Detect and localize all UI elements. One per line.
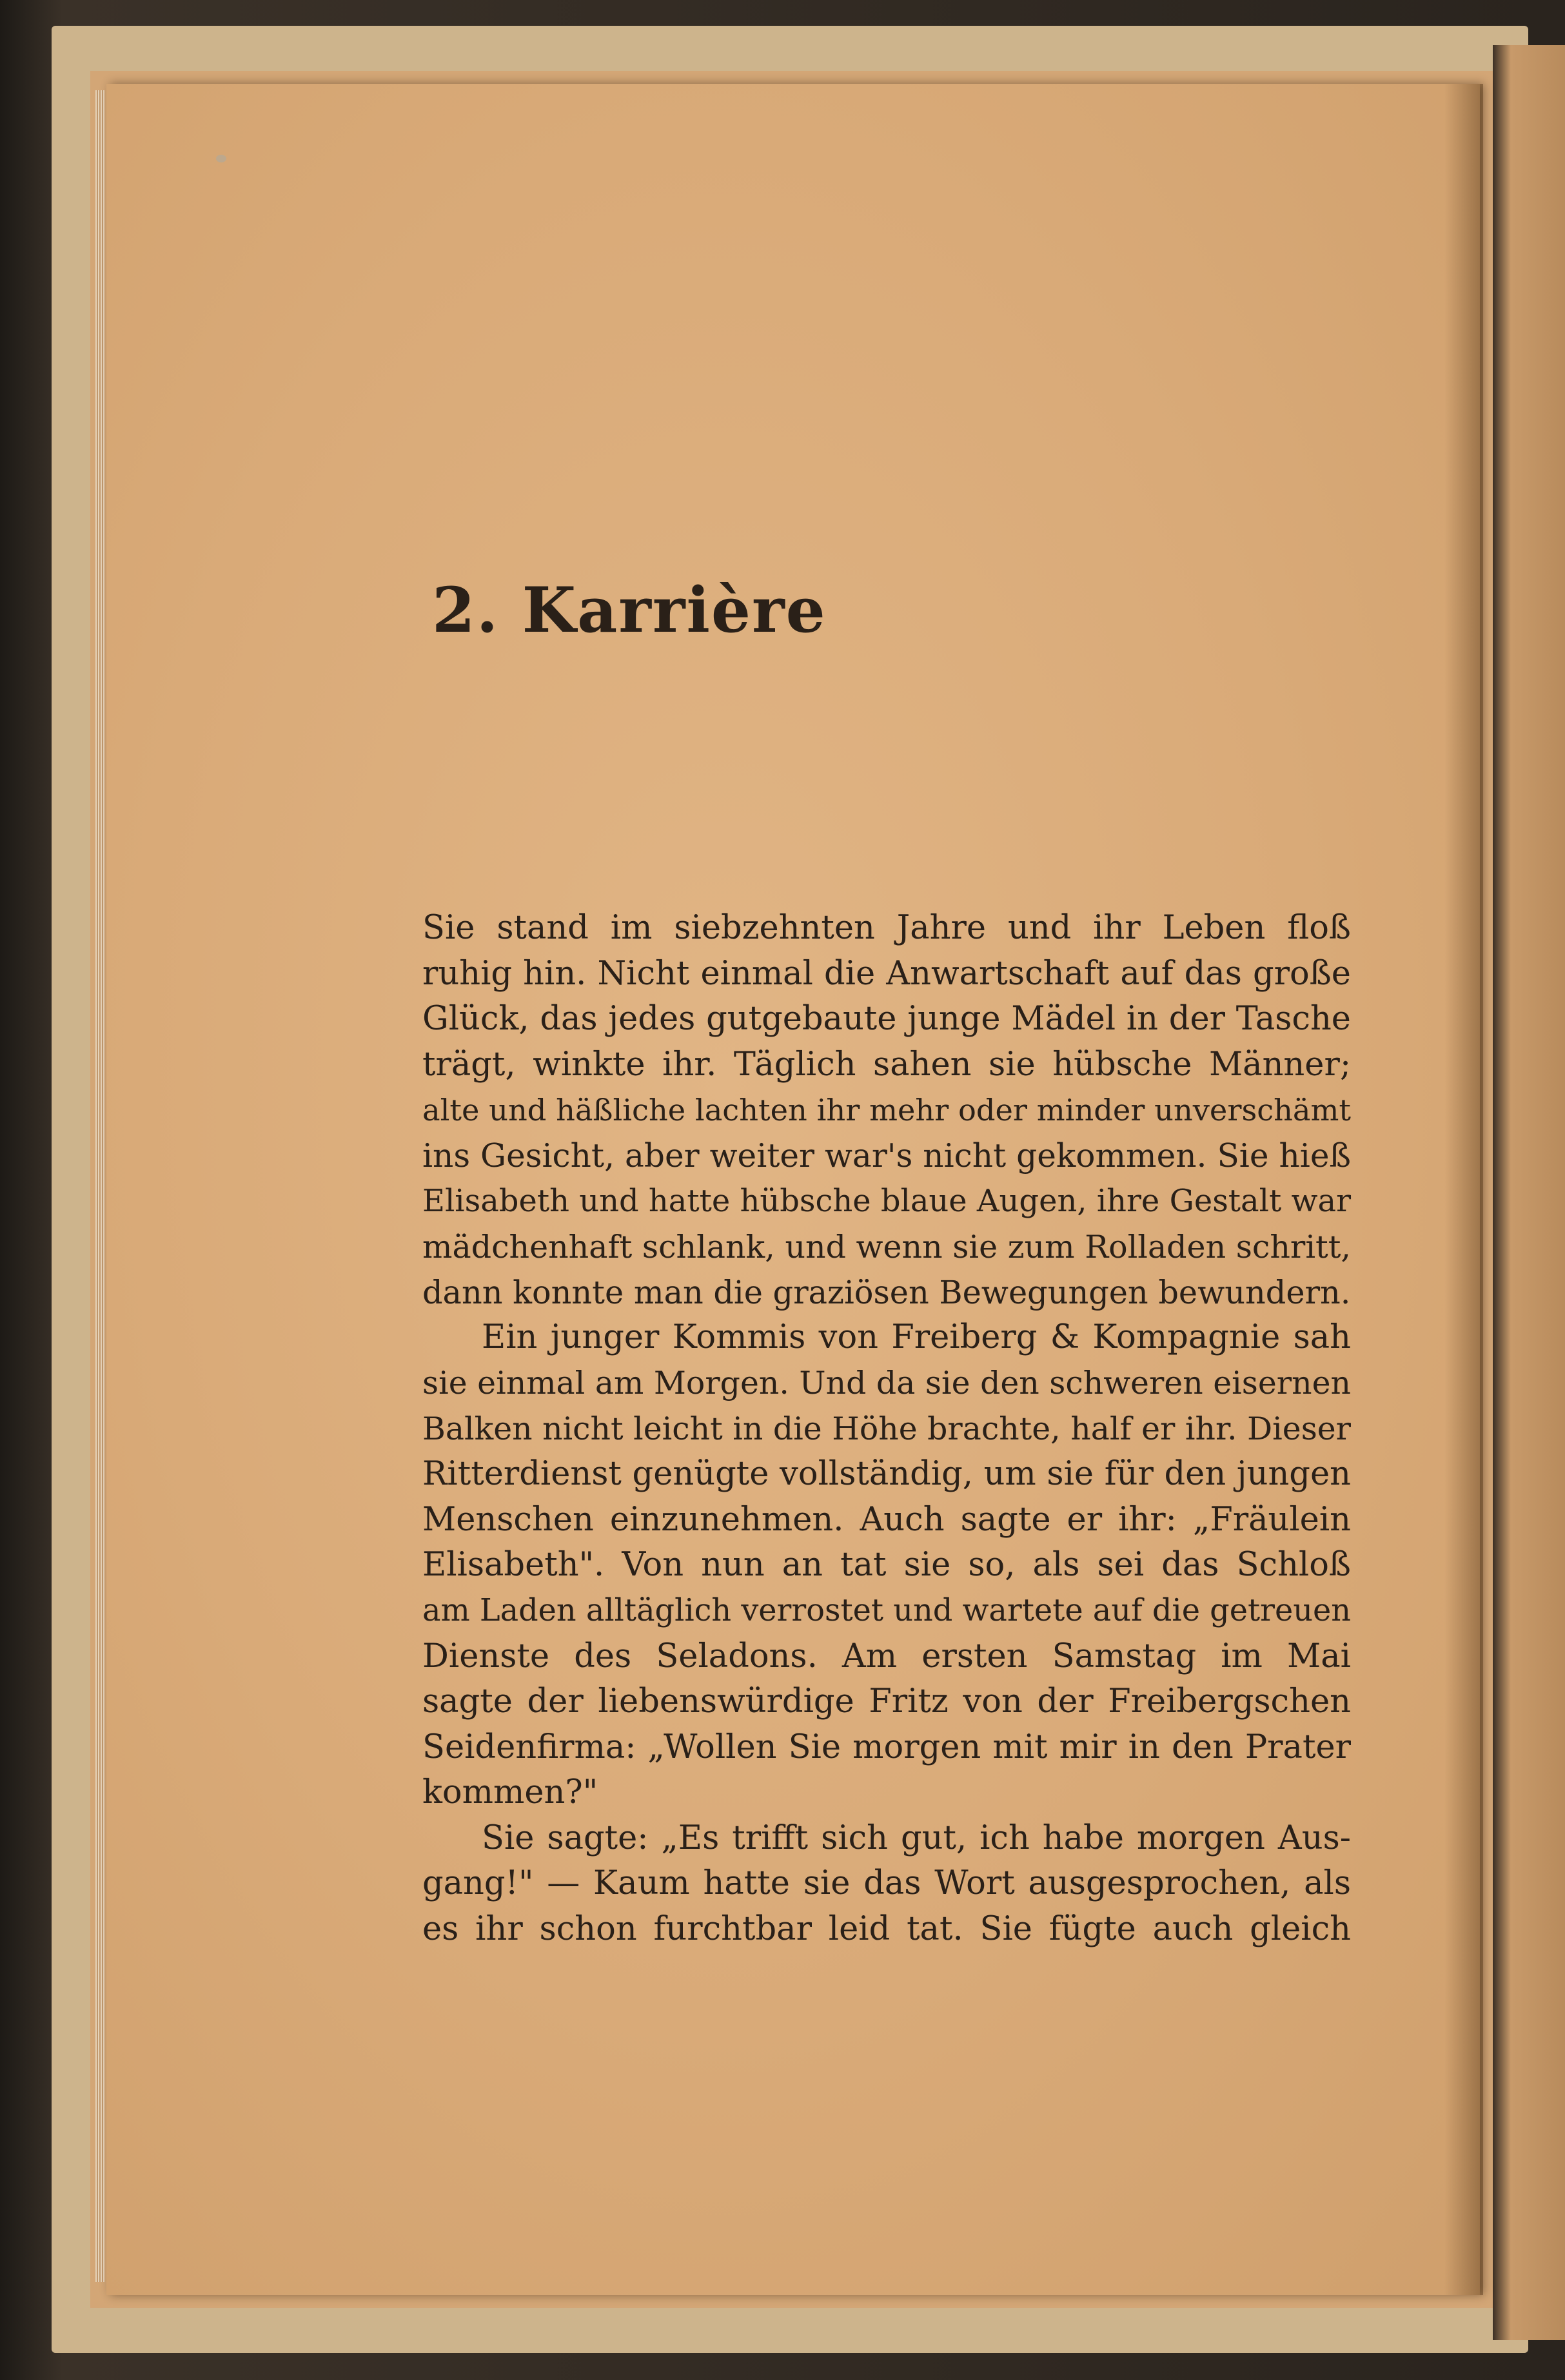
text-line: sagte der liebenswürdige Fritz von der Freibergschen: [422, 1683, 1351, 1721]
text-line: ins Gesicht, aber weiter war's nicht gekommen. Sie hieß: [422, 1136, 1351, 1175]
text-line: Elisabeth". Von nun an tat sie so, als sei das Schloß: [422, 1546, 1351, 1585]
text-line: ruhig hin. Nicht einmal die Anwartschaft auf das große: [422, 954, 1351, 993]
text-line: Glück, das jedes gutgebaute junge Mädel in der Tasche: [422, 1000, 1351, 1039]
text-line: gang!" — Kaum hatte sie das Wort ausgesprochen, als: [422, 1864, 1351, 1903]
text-line: Seidenfirma: „Wollen Sie morgen mit mir in den Prater: [422, 1728, 1351, 1766]
text-line: Ein junger Kommis von Freiberg & Kompagnie sah: [482, 1318, 1351, 1357]
chapter-body: [422, 906, 1351, 1953]
page-edges: [95, 90, 104, 2282]
text-line: es ihr schon furchtbar leid tat. Sie fügte auch gleich: [422, 1910, 1351, 1949]
text-line: Elisabeth und hatte hübsche blaue Augen, ihre Gestalt war: [422, 1183, 1351, 1219]
facing-page-strip: [1493, 45, 1565, 2340]
text-line: alte und häßliche lachten ihr mehr oder minder unverschämt: [422, 1093, 1351, 1128]
text-line: Balken nicht leicht in die Höhe brachte, half er ihr. Dieser: [422, 1410, 1351, 1447]
text-line: Menschen einzunehmen. Auch sagte er ihr: „Fräulein: [422, 1500, 1351, 1539]
text-line: kommen?": [422, 1773, 598, 1812]
text-line: dann konnte man die graziösen Bewegungen bewundern.: [422, 1273, 1351, 1311]
chapter-title: 2. Karrière: [432, 574, 827, 647]
text-line: am Laden alltäglich verrostet und wartete auf die getreuen: [422, 1592, 1351, 1628]
text-line: mädchenhaft schlank, und wenn sie zum Rolladen schritt,: [422, 1228, 1351, 1266]
text-line: Sie sagte: „Es trifft sich gut, ich habe morgen Aus-: [482, 1819, 1351, 1857]
text-line: sie einmal am Morgen. Und da sie den schweren eisernen: [422, 1364, 1351, 1401]
text-line: Ritterdienst genügte vollständig, um sie für den jungen: [422, 1455, 1351, 1494]
text-line: Dienste des Seladons. Am ersten Samstag im Mai: [422, 1637, 1351, 1675]
text-line: trägt, winkte ihr. Täglich sahen sie hübsche Männer;: [422, 1045, 1351, 1084]
gutter-shadow: [1444, 84, 1483, 2295]
paper-stain: [216, 155, 226, 162]
text-line: Sie stand im siebzehnten Jahre und ihr Leben floß: [422, 909, 1351, 947]
